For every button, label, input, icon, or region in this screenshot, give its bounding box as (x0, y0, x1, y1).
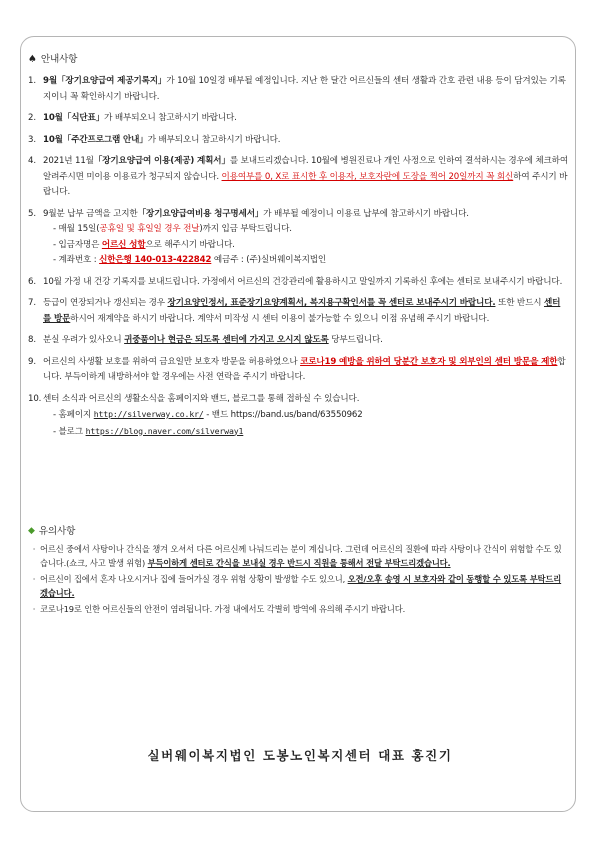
bullet-dot: · (32, 543, 36, 554)
text-span: 가 배부되오니 참고하시기 바랍니다. (104, 113, 237, 123)
text-span: 장기요양인정서, 표준장기요양계획서, 복지용구확인서를 꼭 센터로 보내주시기 바랍니다. (167, 298, 496, 308)
text-span: - 밴드 https://band.us/band/63550962 (203, 410, 363, 420)
text-span: 분실 우려가 있사오니 (43, 335, 125, 345)
url-link[interactable]: http://silverway.co.kr/ (93, 409, 204, 419)
item-paragraph (43, 133, 568, 149)
text-span: 예금주 : (주)실버웨이복지법인 (211, 255, 327, 265)
item-number: 10. (28, 393, 42, 404)
text-span: 또한 반드시 (495, 298, 544, 308)
item-paragraph (43, 333, 568, 349)
item-text (43, 355, 568, 386)
caution-heading: 유의사항 (38, 526, 76, 537)
item-text (43, 392, 568, 441)
text-span: 를 보내드리겠습니다. 10월에 병원진료나 개인 사정으로 인하여 결석하시는 경우에 체크하여 알려주시면 미이용 이용료가 청구되지 않습니다. (43, 156, 568, 182)
item-text (43, 333, 568, 349)
text-span: 9월분 납부 금액을 고지한 (43, 208, 138, 219)
item-sub-line (43, 238, 568, 254)
notice-item (28, 111, 568, 127)
text-span: - 홈페이지 (53, 410, 94, 420)
text-span: 가 10월 10일경 배부될 예정입니다. 지난 한 달간 어르신들의 센터 생활과 간호 관련 내용 등이 담겨있는 기록지이니 꼭 확인하시기 바랍니다. (43, 76, 566, 102)
text-span: 센터를 방문 (43, 298, 561, 324)
text-span: 10월「식단표」 (43, 113, 105, 123)
emphasis-text: 어르신 성함 (101, 239, 146, 250)
notice-item (28, 207, 568, 269)
bullet-dot: · (32, 604, 36, 615)
item-paragraph (43, 296, 568, 327)
caution-item (28, 602, 568, 616)
text-span: 합니다. 부득이하게 내방하셔야 할 경우에는 사전 연락을 주시기 바랍니다. (43, 356, 566, 382)
text-span: 으로 해주시기 바랍니다. (145, 239, 235, 250)
text-span: 어르신이 집에서 혼자 나오시거나 집에 들어가실 경우 위험 상황이 발생할 수도 있으니, (40, 573, 348, 584)
url-link[interactable]: https://blog.naver.com/silverway1 (85, 425, 244, 436)
text-span: 등급이 연장되거나 갱신되는 경우 (43, 298, 168, 308)
item-number: 5. (28, 208, 36, 219)
item-text (43, 74, 568, 105)
text-span: 「장기요양급여비용 청구명세서」 (137, 208, 264, 219)
text-span: 10월「주간프로그램 안내」 (43, 134, 148, 145)
item-sub-line (43, 222, 568, 238)
item-number: 2. (28, 113, 36, 123)
item-text (43, 296, 568, 327)
caution-section-header (28, 524, 568, 540)
item-paragraph (43, 207, 568, 223)
emphasis-text: 코로나19 예방을 위하여 당분간 보호자 및 외부인의 센터 방문을 제한 (300, 356, 558, 367)
notice-item (28, 296, 568, 327)
item-number: 9. (28, 356, 36, 367)
item-sub-line (43, 424, 568, 441)
text-span: 10월 가정 내 건강 기록지를 보내드립니다. 가정에서 어르신의 건강관리에 활용하시고 말일까지 기록하신 후에는 센터로 보내주시기 바랍니다. (43, 276, 563, 287)
item-text (43, 111, 568, 127)
caution-text (40, 542, 568, 570)
text-span: 부득이하게 센터로 간식을 보내실 경우 반드시 직원을 통해서 전달 부탁드리겠습니다. (147, 557, 451, 568)
notice-heading: 안내사항 (40, 54, 78, 66)
notice-item (28, 133, 568, 149)
text-span: 귀중품이나 현금은 되도록 센터에 가지고 오시지 않도록 (124, 335, 329, 345)
document-body (28, 52, 568, 617)
notice-item (28, 275, 568, 291)
emphasis-text: 공휴일 및 휴일일 경우 전날 (99, 224, 200, 234)
item-number: 1. (28, 76, 36, 86)
item-paragraph (43, 275, 568, 291)
triangle-icon: ◆ (28, 526, 35, 536)
item-number: 4. (28, 156, 36, 166)
text-span: 하여 주시기 바랍니다. (43, 171, 568, 197)
emphasis-text: 이용여부를 0, X로 표시한 후 이용자, 보호자란에 도장을 찍어 20일까지 꼭 회신 (221, 171, 514, 182)
item-number: 7. (28, 298, 36, 308)
caution-text (40, 602, 405, 616)
caution-item (28, 572, 568, 600)
item-number: 8. (28, 335, 36, 345)
text-span: - 매월 15일( (53, 224, 100, 234)
notice-item (28, 154, 568, 201)
text-span: - 블로그 (53, 426, 86, 437)
caution-text (40, 572, 568, 600)
item-text (43, 154, 568, 201)
text-span: - 입금자명은 (53, 239, 102, 250)
item-sub-line (43, 407, 568, 424)
text-span: 가 배부되오니 참고하시기 바랍니다. (147, 134, 281, 145)
item-text (43, 133, 568, 149)
text-span: 어르신 중에서 사탕이나 간식을 챙겨 오셔서 다른 어르신께 나눠드리는 분이 계십니다. 그런데 어르신의 질환에 따라 사탕이나 간식이 위험할 수도 있습니다.(쇼크, 사고 발생 위험) (40, 543, 562, 568)
item-text (43, 207, 568, 269)
notice-section-header (28, 52, 568, 68)
item-paragraph (43, 74, 568, 105)
text-span: 어르신의 사생활 보호를 위하여 금요일만 보호자 방문을 허용하였으나 (43, 356, 301, 367)
item-number: 6. (28, 276, 36, 287)
notice-item (28, 74, 568, 105)
text-span: 9월「장기요양급여 제공기록지」 (43, 76, 167, 86)
text-span: 센터 소식과 어르신의 생활소식을 홈페이지와 밴드, 블로그를 통해 접하실 수 있습니다. (43, 393, 360, 404)
item-number: 3. (28, 134, 36, 145)
item-paragraph (43, 154, 568, 201)
notice-list (28, 74, 568, 440)
text-span: 오전/오후 송영 시 보호자와 같이 동행할 수 있도록 부탁드리겠습니다. (40, 573, 562, 599)
text-span: 「장기요양급여 이용(제공) 계획서」 (93, 156, 230, 166)
text-span: 2021년 11월 (43, 156, 94, 166)
text-span: 하시어 재계약을 하시기 바랍니다. 계약서 미작성 시 센터 이용이 불가능할 수 있으니 이점 유념해 주시기 바랍니다. (70, 313, 490, 324)
text-span: 코로나19로 인한 어르신들의 안전이 염려됩니다. 가정 내에서도 각별히 방역에 유의해 주시기 바랍니다. (40, 604, 406, 615)
emphasis-text: 신한은행 140-013-422842 (99, 255, 212, 265)
item-paragraph (43, 392, 568, 408)
caution-list (28, 542, 568, 617)
notice-item (28, 355, 568, 386)
text-span: 당부드립니다. (328, 335, 383, 345)
text-span: )까지 입금 부탁드립니다. (199, 224, 292, 234)
item-text (43, 275, 568, 291)
caution-item (28, 542, 568, 570)
text-span: 가 배부될 예정이니 이용료 납부에 참고하시기 바랍니다. (263, 208, 469, 219)
signature: 실버웨이복지법인 도봉노인복지센터 대표 홍진기 (147, 748, 453, 763)
item-paragraph (43, 355, 568, 386)
item-paragraph (43, 111, 568, 127)
spade-icon: ♠ (28, 54, 37, 66)
text-span: - 계좌번호 : (53, 255, 100, 265)
notice-item (28, 333, 568, 349)
bullet-dot: · (32, 573, 36, 584)
item-sub-line (43, 253, 568, 269)
notice-item (28, 392, 568, 441)
